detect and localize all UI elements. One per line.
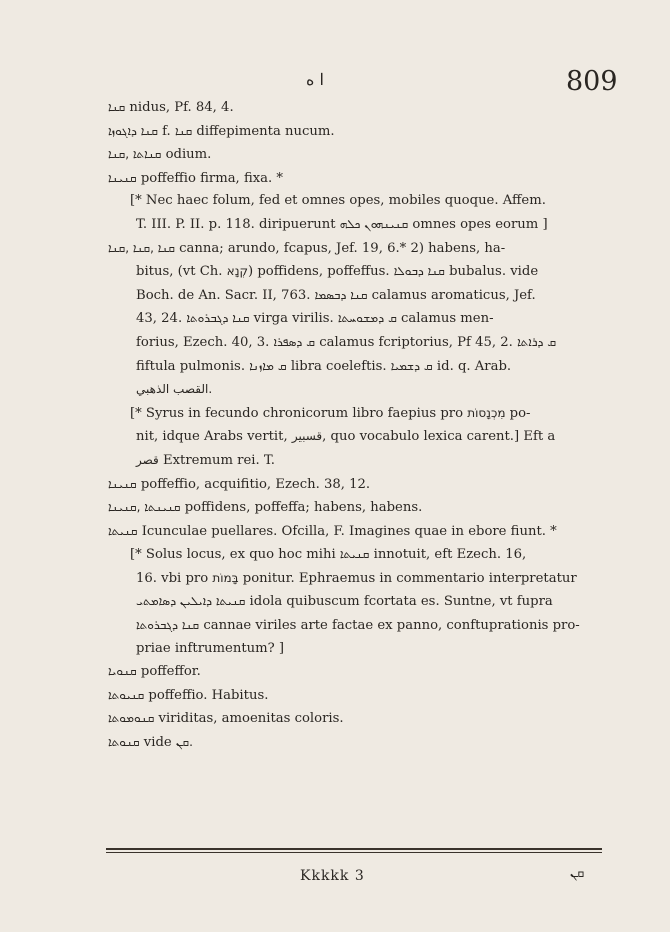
text-segment: , quo vocabulo lexica carent.] Eft a xyxy=(322,429,556,445)
text-segment: nidus, Pf. 84, 4. xyxy=(125,100,234,115)
text-line xyxy=(108,331,598,355)
syriac-term: ܩ ܕܫܡܝܐ xyxy=(390,358,433,373)
text-segment: Extremum rei. xyxy=(162,452,260,468)
text-segment: fiftula pulmonis. xyxy=(136,358,250,374)
page-number: 809 xyxy=(566,66,618,97)
text-segment: f. xyxy=(162,123,171,139)
text-segment: vide xyxy=(143,735,172,751)
footer-rule xyxy=(106,848,602,850)
syriac-term: ܩܢܘܬܐ xyxy=(108,735,140,750)
text-line xyxy=(108,355,598,379)
syriac-term: ܩܢܝܬܐ xyxy=(108,523,138,538)
text-line xyxy=(108,190,598,213)
lexicon-text xyxy=(108,96,598,755)
syriac-term: ܩܢܝܬܐ ܕܐܝܠܝܢ ܕܣܐܡܬܝ xyxy=(136,594,246,609)
text-segment: calamus aromaticus, Jef. xyxy=(367,287,536,303)
text-line xyxy=(108,543,598,567)
text-segment: Suntne, vt fupra xyxy=(439,594,553,610)
text-line xyxy=(108,96,598,120)
syriac-term: ܩܢ. xyxy=(175,735,193,750)
text-segment: 43, 24. xyxy=(136,311,187,327)
text-segment: II, 763. xyxy=(258,287,315,303)
syriac-term: ܩ ܡܐܙܢܐ xyxy=(249,358,287,373)
text-line xyxy=(108,378,598,402)
text-segment: innotuit, eft Ezech. 16, xyxy=(369,547,527,563)
text-line xyxy=(108,143,598,167)
text-line xyxy=(108,660,598,684)
syriac-term: ܩܢܘܝܐ xyxy=(108,664,137,679)
syriac-term: ܩܢܝܘܬܐ xyxy=(108,687,145,702)
text-line xyxy=(108,731,598,755)
hebrew-term: מִכְנָסוֹת xyxy=(467,405,506,420)
text-segment: [* Syrus in fecundo chronicorum libro faepius pro xyxy=(130,405,468,421)
text-segment: viriditas, amoenitas coloris. xyxy=(154,711,344,727)
text-segment: [* Solus locus, ex quo hoc mihi xyxy=(130,547,340,563)
text-segment: odium. xyxy=(161,147,212,163)
hebrew-term: קְנָא xyxy=(226,264,249,279)
text-segment: forius, Ezech. 40, 3. xyxy=(136,334,274,350)
text-segment: calamus men- xyxy=(396,311,494,327)
text-segment: * xyxy=(545,523,557,539)
text-segment: nit, idque Arabs vertit, xyxy=(136,429,292,445)
text-segment: priae inftrumentum? xyxy=(136,640,275,656)
syriac-term: ܩܢܝܬܐ xyxy=(339,547,370,562)
text-segment: vide xyxy=(510,264,539,280)
syriac-term: ܩܢܐ ܕܓܒܪܘܬܐ xyxy=(136,618,200,633)
signature-mark: Kkkkk 3 xyxy=(300,868,365,884)
syriac-term: ܩܢܝܢܬܐ ,ܩܢܝܢܐ xyxy=(108,500,181,515)
text-segment: cannae viriles arte factae ex panno, conftuprationis pro- xyxy=(203,618,580,634)
text-line xyxy=(108,567,598,591)
text-segment: T. xyxy=(263,452,275,468)
text-segment: * xyxy=(272,170,284,186)
text-segment: poffeffio. Habitus. xyxy=(144,687,269,703)
text-segment: idola quibuscum fcortata es. xyxy=(249,594,440,610)
text-segment: Imagines xyxy=(344,523,415,539)
text-segment: diripuerunt xyxy=(259,216,336,232)
text-segment: vt Ch. xyxy=(182,264,223,280)
syriac-term: ܩܢܐ xyxy=(174,123,193,138)
catchword: ܩܢ xyxy=(570,866,585,881)
text-segment: canna; arundo, fcapus, Jef. 19, 6.* 2) habens, ha- xyxy=(174,240,506,256)
arabic-term: قسبیر xyxy=(291,429,323,444)
footer-rule-thin xyxy=(106,852,602,853)
syriac-term: ܩܢܐ xyxy=(108,100,126,114)
text-line xyxy=(108,120,598,144)
text-segment: ) poffidens, poffeffus. xyxy=(248,264,394,280)
text-segment: libra coeleftis. xyxy=(286,358,391,374)
text-segment: quae in ebore fiunt. xyxy=(414,523,546,539)
syriac-term: ܩܢܐ ܕܓܒܪܘܬܐ xyxy=(186,311,250,326)
text-segment: firma, fixa. xyxy=(200,170,273,186)
text-segment: diffepimenta nucum. xyxy=(192,123,335,139)
text-line xyxy=(108,284,598,308)
text-line xyxy=(108,684,598,708)
text-segment: calamus fcriptorius, Pf 45, 2. xyxy=(315,334,518,350)
syriac-term: ܩܢܝܢܐ xyxy=(108,476,137,491)
text-segment: [* Nec haec folum, fed et omnes opes, mobiles quoque. Affem. xyxy=(130,193,546,209)
text-segment: virga virilis. xyxy=(249,311,338,327)
text-segment: bitus, ( xyxy=(136,264,183,280)
text-line xyxy=(108,449,598,473)
syriac-term: ܩ ܕܣܦܪܐ xyxy=(273,334,316,349)
arabic-term: قصر xyxy=(136,452,159,467)
syriac-term: ܩܢܘܡܘܬܐ xyxy=(108,711,155,726)
text-line xyxy=(108,520,598,544)
text-line xyxy=(108,614,598,638)
text-segment: ] xyxy=(538,216,548,232)
text-line xyxy=(108,473,598,497)
text-segment: Boch. de An. Sacr. xyxy=(136,287,259,303)
syriac-term: ܩܢܐ ܕܐܓܘܙܐ xyxy=(108,123,158,138)
arabic-term: القصب الذهبي. xyxy=(136,382,213,397)
hebrew-term: בָּמוֹת xyxy=(212,570,239,585)
text-line xyxy=(108,425,598,449)
text-segment: poffeffio xyxy=(136,170,201,186)
running-head: ا ه xyxy=(306,70,324,89)
text-segment: poffeffio, acquifitio, Ezech. 38, 12. xyxy=(136,476,371,492)
syriac-term: ܩܢܐ ܕܒܘܠܐ xyxy=(393,264,445,279)
text-line xyxy=(108,307,598,331)
syriac-term: ܩܢܝܢܗܘܢ ܟܠܗ xyxy=(339,216,409,231)
text-segment: poffeffor. xyxy=(136,664,201,680)
syriac-term: ܩ ܕܡܫܘܚܬܐ xyxy=(337,311,397,326)
text-segment: F. xyxy=(333,523,345,539)
text-segment: bubalus. xyxy=(444,264,511,280)
text-line xyxy=(108,590,598,614)
text-line xyxy=(108,402,598,426)
text-line xyxy=(108,707,598,731)
syriac-term: ܩܢܐ ܕܒܣܡܐ xyxy=(314,287,368,302)
syriac-term: ܩܢܐܬܐ ,ܩܢܐ xyxy=(108,147,162,162)
text-line xyxy=(108,260,598,284)
text-line xyxy=(108,213,598,237)
text-line xyxy=(108,638,598,661)
text-segment: po- xyxy=(505,405,531,421)
text-line xyxy=(108,237,598,261)
text-line xyxy=(108,496,598,520)
text-segment: ] xyxy=(274,640,285,656)
syriac-term: ܩܢܝܢܐ xyxy=(108,170,137,185)
syriac-term: ܩܢܐ ,ܩܢܐ ,ܩܢܐ xyxy=(108,240,175,255)
text-segment: poffidens, poffeffa; habens, habens. xyxy=(180,500,423,516)
syriac-term: ܩ ܕܪܐܬܐ xyxy=(517,334,557,349)
text-segment: id. q. Arab. xyxy=(436,358,512,374)
text-segment: ponitur. Ephraemus in commentario interpretatur xyxy=(238,570,577,586)
text-segment: Icunculae puellares. Ofcilla, xyxy=(137,523,334,539)
text-segment: omnes opes eorum xyxy=(412,216,539,232)
text-segment: T. III. P. II. p. 118. xyxy=(136,216,260,232)
text-segment: 16. vbi pro xyxy=(136,570,213,586)
text-line xyxy=(108,167,598,191)
